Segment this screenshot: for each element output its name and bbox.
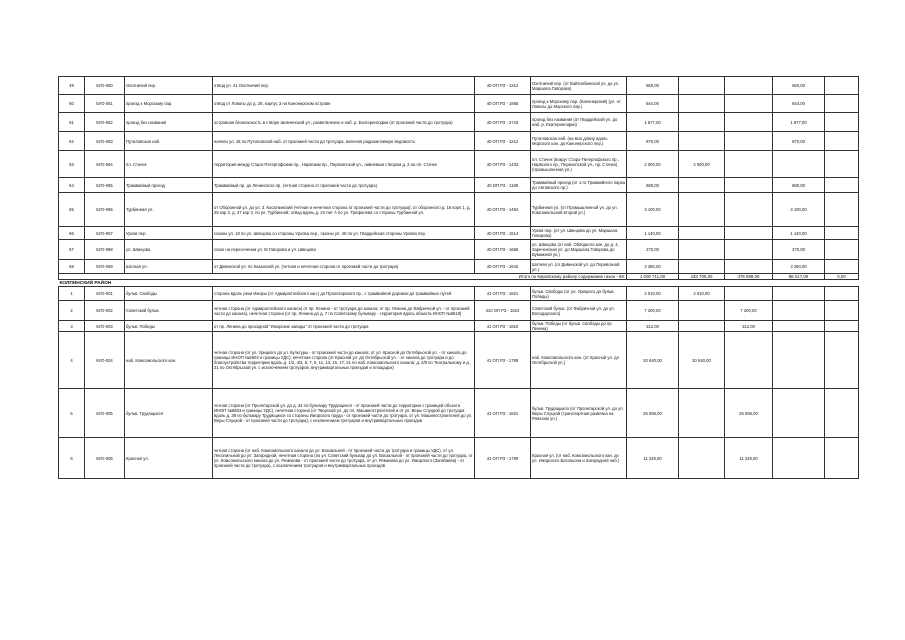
cell-n: 60 bbox=[59, 95, 85, 113]
cell-oppr: 40 ОП РЗ - 1514 bbox=[475, 227, 531, 240]
cell-v5 bbox=[825, 227, 859, 240]
cell-v4 bbox=[773, 287, 825, 301]
cell-name: проезд без названия bbox=[125, 113, 213, 132]
cell-code: 5УО-063 bbox=[85, 132, 125, 151]
cell-lim: ул. Швецова (от наб. Обводного кан. до д. 4, Зареченская ул. до Маршала Говорова до Бумажной ул.) bbox=[531, 240, 627, 260]
section-header-row bbox=[59, 280, 859, 287]
cell-code: 6УО-001 bbox=[85, 287, 125, 301]
cell-v3 bbox=[725, 151, 773, 178]
cell-v2 bbox=[679, 438, 725, 479]
cell-desc: четная сторона (от наб. Комсомольского канала до ул. Вокзальной - от проезжей части до тротуара и границы УДС), от ул. Лесопильной до ул. Загородной; нечетная сторона (по ул. Советский бульвар до ул. Вокзальной - от проезжей части до тротуара, от ул. Комсомольского канала до ул. Ремизова - от проезжей части до тротуара, от ул. Ремизова до ул. Ижорского (Загибаева) - от проезжей части до тротуара), с исключением тротуаров и внутриквартальных проездов bbox=[213, 438, 475, 479]
cell-v4: 680,00 bbox=[773, 178, 825, 193]
cell-n: 6 bbox=[59, 438, 85, 479]
cell-n: 66 bbox=[59, 227, 85, 240]
cell-desc: газон на пересечении ул. М Говорова и ул. Швецова bbox=[213, 240, 475, 260]
cell-lim: бульв. Трудящихся (от Пролетарской ул. до ул. Веры Слуцкой (транспортная развязка на Ряжском ул.) bbox=[531, 389, 627, 438]
cell-code: 5УО-066 bbox=[85, 193, 125, 227]
cell-v1: 312,00 bbox=[627, 321, 679, 332]
cell-desc: четная сторона (от Пролетарской ул. до д. 34 по бульвару Трудящихся - от проезжей части до территории с границей объекта ИНОП №6603 и границы УДС), нечетная сторона (от Тверской ул. до пл. Машиностроителей и от ул. Веры Слуцкой до тротуара вдоль д. 39 по бульвару Трудящихся со стороны Ижорского пруда - от проезжей части до тротуара, от ул. Машиностроителей до ул. Веры Слуцкой - от проезжей части до тротуара), с исключением тротуаров и внутриквартальных проездов bbox=[213, 389, 475, 438]
cell-oppr: 40 ОП РЗ - 1494 bbox=[475, 193, 531, 227]
cell-n: 2 bbox=[59, 301, 85, 321]
cell-name: ул. Швецова bbox=[125, 240, 213, 260]
cell-code: 6УО-006 bbox=[85, 438, 125, 479]
table-row bbox=[59, 301, 859, 321]
cell-v2 bbox=[679, 132, 725, 151]
cell-code: 6УО-004 bbox=[85, 332, 125, 389]
cell-oppr: 40 ОП РЗ - 1189 bbox=[475, 178, 531, 193]
cell-v2: 2 000,00 bbox=[679, 151, 725, 178]
cell-lim: Турбинная ул. (от Промышленной ул. до ул. Комсомольской второй ул.) bbox=[531, 193, 627, 227]
cell-v2: 20 640,00 bbox=[679, 332, 725, 389]
table-row bbox=[59, 332, 859, 389]
document-sheet bbox=[58, 76, 858, 479]
cell-v5 bbox=[825, 113, 859, 132]
cell-v1: 870,00 bbox=[627, 132, 679, 151]
section-title: КОЛПИНСКИЙ РАЙОН bbox=[59, 280, 859, 287]
cell-oppr: 40 ОП РЗ - 1865 bbox=[475, 95, 531, 113]
table-row bbox=[59, 389, 859, 438]
total-v3: 476 989,00 bbox=[725, 274, 773, 280]
cell-desc: газоны ул. 18 по ул. Швецова со стороны Урхова пер., газоны ул. 40 по ул. Гвардейская стороны Урхова пер. bbox=[213, 227, 475, 240]
cell-name: Путиловская наб. bbox=[125, 132, 213, 151]
cell-oppr: 41 ОП РЗ - 1831 bbox=[475, 389, 531, 438]
cell-v2 bbox=[679, 260, 725, 274]
registry-table bbox=[58, 76, 859, 479]
cell-v2 bbox=[679, 77, 725, 95]
cell-v4: 560,00 bbox=[773, 77, 825, 95]
cell-lim: Трамвайный проезд (от 1-го Трамвайного парка до Автовского пр.) bbox=[531, 178, 627, 193]
cell-desc: территория между Старо-Петергофским пр., Нарвским пр., Перекопской ул., ливневым створом д. 2 на пл. Стачек bbox=[213, 151, 475, 178]
cell-oppr: 40 ОП РЗ - 3733 bbox=[475, 113, 531, 132]
cell-v1: 1 677,00 bbox=[627, 113, 679, 132]
cell-v5 bbox=[825, 95, 859, 113]
cell-name: Трамвайный проезд bbox=[125, 178, 213, 193]
cell-v2 bbox=[679, 178, 725, 193]
cell-v3: 26 556,00 bbox=[725, 389, 773, 438]
cell-v3 bbox=[725, 332, 773, 389]
cell-code: 5УО-062 bbox=[85, 113, 125, 132]
cell-oppr: 40 ОП РЗ - 1312 bbox=[475, 77, 531, 95]
cell-lim: Урхов пер. (от ул. Швецова до ул. Маршала Говорова) bbox=[531, 227, 627, 240]
cell-v5 bbox=[825, 260, 859, 274]
cell-v1: 560,00 bbox=[627, 77, 679, 95]
cell-lim: проезд к Морскому пар. (Канонерский) (ул. от Ловаты до Морского пар.) bbox=[531, 95, 627, 113]
cell-lim: Красная ул. (от наб. Комсомольского кан. до ул. Ижорского Батальона и Загородной наб.) bbox=[531, 438, 627, 479]
table-row bbox=[59, 77, 859, 95]
cell-n: 61 bbox=[59, 113, 85, 132]
cell-v4: 1 677,00 bbox=[773, 113, 825, 132]
cell-lim: Шотная ул. (от Дивенской ул. до Перевозной ул.) bbox=[531, 260, 627, 274]
cell-code: 5УО-069 bbox=[85, 260, 125, 274]
cell-code: 5УО-061 bbox=[85, 95, 125, 113]
cell-n: 68 bbox=[59, 260, 85, 274]
table-row bbox=[59, 193, 859, 227]
cell-v4 bbox=[773, 438, 825, 479]
cell-v4 bbox=[773, 151, 825, 178]
cell-oppr: 40 ОП РЗ - 1642 bbox=[475, 260, 531, 274]
cell-name: бульв. Победы bbox=[125, 321, 213, 332]
cell-lim: Путиловская наб. (на всю длину вдоль Морского кан. до Канонерского пер.) bbox=[531, 132, 627, 151]
cell-v4 bbox=[773, 332, 825, 389]
cell-n: 1 bbox=[59, 287, 85, 301]
cell-name: Шотная ул. bbox=[125, 260, 213, 274]
cell-name: бульв. Трудящихся bbox=[125, 389, 213, 438]
cell-v2: 2 010,00 bbox=[679, 287, 725, 301]
cell-lim: бульв. Победы (от бульв. Свободы до пр. Ленина) bbox=[531, 321, 627, 332]
cell-n: 49 bbox=[59, 77, 85, 95]
cell-desc: от Дивенской ул. по Казанской ул. (четная и нечетная сторона от проезжей части до тротуара) bbox=[213, 260, 475, 274]
cell-code: 6УО-002 bbox=[85, 301, 125, 321]
table-row bbox=[59, 132, 859, 151]
cell-v3 bbox=[725, 287, 773, 301]
cell-v4 bbox=[773, 389, 825, 438]
cell-v4: 270,00 bbox=[773, 240, 825, 260]
cell-v1: 2 000,00 bbox=[627, 151, 679, 178]
cell-oppr: 41 ОП РЗ - 1789 bbox=[475, 332, 531, 389]
cell-v3 bbox=[725, 260, 773, 274]
cell-lim: проезд без названия (от Гвардейской ул. до наб. р. Екатерингофки) bbox=[531, 113, 627, 132]
cell-desc: островная безопасность в створе Шевченской ул.; разветвление и наб. р. Екатерингофки (от проезжей части до тротуара) bbox=[213, 113, 475, 132]
table-row bbox=[59, 260, 859, 274]
cell-lim: Охотничий пер. (от Вайтиобинской ул. до ул. Маршала Говорова) bbox=[531, 77, 627, 95]
cell-v5 bbox=[825, 132, 859, 151]
cell-v5 bbox=[825, 151, 859, 178]
total-v4: 88 017,00 bbox=[773, 274, 825, 280]
cell-v5 bbox=[825, 332, 859, 389]
cell-code: 5УО-064 bbox=[85, 151, 125, 178]
cell-v1: 1 140,00 bbox=[627, 227, 679, 240]
cell-v4: 870,00 bbox=[773, 132, 825, 151]
table-row bbox=[59, 95, 859, 113]
cell-n: 63 bbox=[59, 151, 85, 178]
cell-v2 bbox=[679, 389, 725, 438]
cell-n: 5 bbox=[59, 389, 85, 438]
cell-name: Охотничий пер. bbox=[125, 77, 213, 95]
cell-v4 bbox=[773, 301, 825, 321]
cell-oppr: 41 ОП РЗ - 1790 bbox=[475, 438, 531, 479]
table-row bbox=[59, 227, 859, 240]
cell-v1: 644,00 bbox=[627, 95, 679, 113]
cell-name: Красная ул. bbox=[125, 438, 213, 479]
cell-v1: 2 010,00 bbox=[627, 287, 679, 301]
cell-name: Советский бульв. bbox=[125, 301, 213, 321]
table-row bbox=[59, 178, 859, 193]
cell-desc: четная сторона (от ул. Урицкого до ул. Культуры - от проезжей части до канала; от ул. Красной до Октябрьской ул. - от канала до границы ИНОП №6603 и границы УДС); нечетная сторона (от Красной ул. до Октябрьской ул. - от канала до тротуара и до благоустройства территории вдоль д. 1/2, 4/3, 5, 7, 9, 11, 13, 15, 17, 21 по наб. Комсомольского канала; д. 2/8 по Театральному и д. 21 по Октябрьской ул. с исключением тротуаров, внутриквартальных проездов и площадок) bbox=[213, 332, 475, 389]
cell-v4: 3 280,00 bbox=[773, 260, 825, 274]
cell-code: 6УО-003 bbox=[85, 321, 125, 332]
cell-v1: 11 229,00 bbox=[627, 438, 679, 479]
cell-v2 bbox=[679, 321, 725, 332]
cell-v3 bbox=[725, 132, 773, 151]
cell-desc: от Оборонной ул. до ул. 3. Косаткинский (четная и нечетная сторона от проезжей части до тротуара); от оборонного д. 16 корп 1, д. 25 кор 3, д. 27 кор 3, по ул. Турбинной; отвод вдоль д. 23 лит А по ул. Трефолева со стороны Турбинной ул. bbox=[213, 193, 475, 227]
cell-lim: пл. Стачек (вокруг Старо-Петергофского пр., Нарвского пр., Перекопской ул., пр. Стачек) (промышленная ул.) bbox=[531, 151, 627, 178]
cell-v2 bbox=[679, 95, 725, 113]
table-row bbox=[59, 151, 859, 178]
cell-desc: четная сторона (от Адмиралтейского канала) от пр. Ленина - от тротуара до канала; от пр. Ленина до Фабричной ул. - от проезжей части до канала), нечетная сторона (от пр. Ленина до д. 7 по Советскому бульвару - территория вдоль объекта ИНОП №6618) bbox=[213, 301, 475, 321]
cell-v5 bbox=[825, 389, 859, 438]
cell-v5 bbox=[825, 301, 859, 321]
cell-v5 bbox=[825, 240, 859, 260]
cell-n: 67 bbox=[59, 240, 85, 260]
cell-v2 bbox=[679, 227, 725, 240]
cell-v1: 20 640,00 bbox=[627, 332, 679, 389]
cell-v3 bbox=[725, 95, 773, 113]
cell-name: Урхов пер. bbox=[125, 227, 213, 240]
cell-name: бульв. Свободы bbox=[125, 287, 213, 301]
cell-v1: 7 200,00 bbox=[627, 301, 679, 321]
table-row bbox=[59, 321, 859, 332]
cell-n: 62 bbox=[59, 132, 85, 151]
cell-lim: Советский бульв. (от Фабричной ул. до ул. Володарского) bbox=[531, 301, 627, 321]
cell-lim: бульв. Свободы (от ул. Урицкого до бульв. Победы) bbox=[531, 287, 627, 301]
cell-v5 bbox=[825, 321, 859, 332]
cell-n: 64 bbox=[59, 178, 85, 193]
cell-v3 bbox=[725, 240, 773, 260]
cell-v4: 3 100,00 bbox=[773, 193, 825, 227]
cell-oppr: 40 ОП РЗ - 1212 bbox=[475, 132, 531, 151]
cell-v5 bbox=[825, 438, 859, 479]
cell-name: проезд к Морскому пар. bbox=[125, 95, 213, 113]
cell-v4: 644,00 bbox=[773, 95, 825, 113]
cell-v2 bbox=[679, 301, 725, 321]
cell-v1: 26 556,00 bbox=[627, 389, 679, 438]
cell-desc: сторона вдоль реки Ижоры (от Адмиралтейского кан.) до Пролетарского пр., с трамвайной дорожки до трамвайных путей bbox=[213, 287, 475, 301]
cell-desc: отвод ул. 41 Охотничий пер. bbox=[213, 77, 475, 95]
cell-n: 3 bbox=[59, 321, 85, 332]
cell-v2 bbox=[679, 113, 725, 132]
cell-code: 5УО-065 bbox=[85, 178, 125, 193]
cell-name: наб. Комсомольского кан. bbox=[125, 332, 213, 389]
table-row bbox=[59, 240, 859, 260]
cell-code: 5УО-068 bbox=[85, 240, 125, 260]
cell-v1: 270,00 bbox=[627, 240, 679, 260]
cell-n: 65 bbox=[59, 193, 85, 227]
cell-code: 6УО-005 bbox=[85, 389, 125, 438]
cell-v5 bbox=[825, 178, 859, 193]
total-label: Итого по Кировскому району содержание газон - 68: bbox=[59, 274, 627, 280]
cell-v4 bbox=[773, 321, 825, 332]
cell-code: 5УО-060 bbox=[85, 77, 125, 95]
cell-v5 bbox=[825, 287, 859, 301]
cell-oppr: 410 ОП РЗ - 1824 bbox=[475, 301, 531, 321]
cell-desc: отвод от Ловаты до д. 28, корпус 3 на Канонерском острове bbox=[213, 95, 475, 113]
cell-v3: 11 229,00 bbox=[725, 438, 773, 479]
cell-v4: 1 140,00 bbox=[773, 227, 825, 240]
cell-desc: от пр. Ленина до проходной "Ижорские заводы" от проезжей части до тротуара bbox=[213, 321, 475, 332]
cell-name: Турбинная ул. bbox=[125, 193, 213, 227]
cell-v5 bbox=[825, 193, 859, 227]
cell-v5 bbox=[825, 77, 859, 95]
cell-v3: 312,00 bbox=[725, 321, 773, 332]
cell-v3 bbox=[725, 113, 773, 132]
cell-v2 bbox=[679, 240, 725, 260]
table-row bbox=[59, 287, 859, 301]
cell-desc: налево ул. 18 по Путиловской наб. от проезжей части до тротуара, включая радиоактивную ведомость bbox=[213, 132, 475, 151]
cell-name: пл. Стачек bbox=[125, 151, 213, 178]
table-row bbox=[59, 438, 859, 479]
cell-code: 5УО-067 bbox=[85, 227, 125, 240]
total-v5: 0,00 bbox=[825, 274, 859, 280]
cell-n: 4 bbox=[59, 332, 85, 389]
cell-v3 bbox=[725, 77, 773, 95]
cell-oppr: 41 ОП РЗ - 1810 bbox=[475, 321, 531, 332]
cell-v1: 3 100,00 bbox=[627, 193, 679, 227]
cell-v3 bbox=[725, 193, 773, 227]
cell-oppr: 41 ОП РЗ - 1821 bbox=[475, 287, 531, 301]
table-row bbox=[59, 113, 859, 132]
cell-v1: 3 280,00 bbox=[627, 260, 679, 274]
cell-v1: 680,00 bbox=[627, 178, 679, 193]
total-v2: 433 705,00 bbox=[679, 274, 725, 280]
cell-oppr: 40 ОП РЗ - 1668 bbox=[475, 240, 531, 260]
cell-oppr: 40 ОП РЗ - 1433 bbox=[475, 151, 531, 178]
total-v1: 1 000 711,00 bbox=[627, 274, 679, 280]
cell-v2 bbox=[679, 193, 725, 227]
cell-v3 bbox=[725, 178, 773, 193]
cell-v3: 7 200,00 bbox=[725, 301, 773, 321]
cell-desc: Трамвайный пр. до Ленинского пр. (четная сторона от проезжей части до тротуара) bbox=[213, 178, 475, 193]
cell-v3 bbox=[725, 227, 773, 240]
cell-lim: наб. Комсомольского кан. (от Красной ул. до Октябрьской ул.) bbox=[531, 332, 627, 389]
